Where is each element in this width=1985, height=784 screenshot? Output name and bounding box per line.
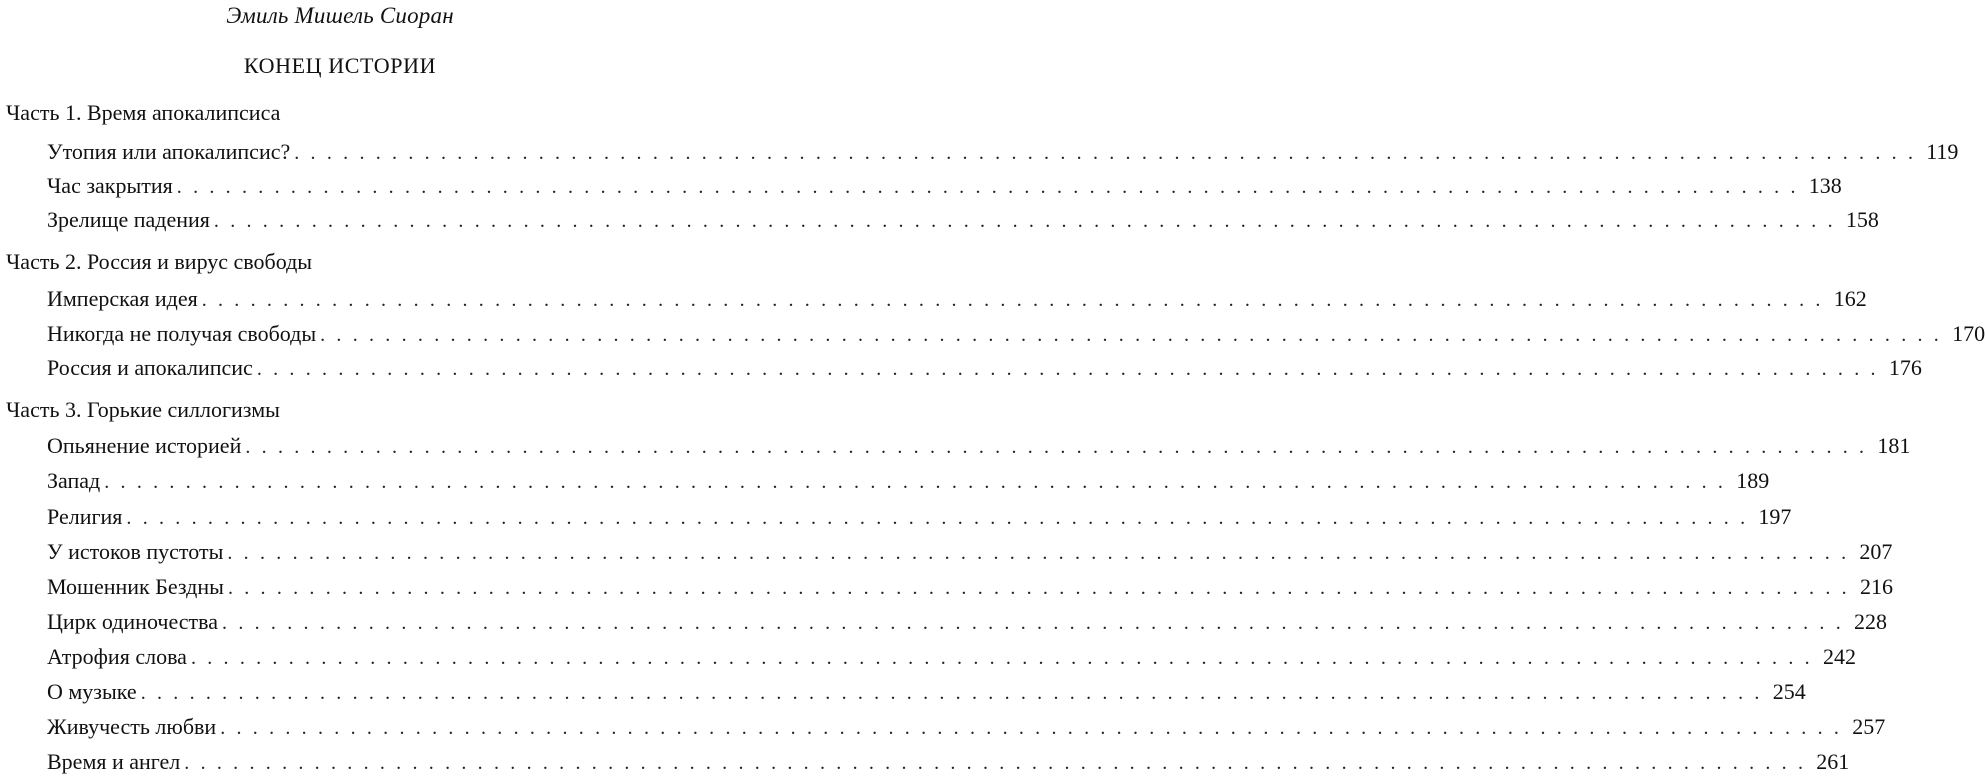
toc-entry-page: 119 [1926,139,1959,164]
toc-entry[interactable] [47,138,1959,167]
toc-entry-page: 197 [1758,504,1792,529]
toc-entry-title: Опьянение историей [47,433,242,458]
toc-entry-page: 181 [1877,433,1911,458]
toc-entry-page: 158 [1845,207,1879,232]
toc-entry-title: Атрофия слова [47,644,187,669]
toc-entry-page: 176 [1888,355,1922,380]
dot-leader: .................................................................................................... [190,647,1821,669]
toc-entry-title: У истоков пустоты [47,539,224,564]
toc-part-1-heading: Часть 1. Время апокалипсиса [6,100,281,125]
toc-entry-title: Время и ангел [47,749,181,774]
dot-leader: .................................................................................................... [227,577,1858,599]
toc-entry-title: Имперская идея [47,286,198,311]
dot-leader: .................................................................................................... [140,682,1771,704]
toc-entry-title: Цирк одиночества [47,609,219,634]
toc-entry-page: 216 [1859,574,1893,599]
dot-leader: .................................................................................................... [104,471,1735,493]
dot-leader: .................................................................................................... [184,752,1815,774]
toc-part-2-heading: Часть 2. Россия и вирус свободы [6,249,313,274]
toc-entry-page: 257 [1852,714,1886,739]
toc-entry[interactable] [47,320,1985,349]
dot-leader: .................................................................................................... [176,176,1807,198]
toc-part-3-heading: Часть 3. Горькие силлогизмы [6,397,280,422]
toc-entry-page: 189 [1736,468,1770,493]
toc-entry-page: 138 [1808,173,1842,198]
toc-entry-title: Религия [47,504,123,529]
dot-leader: .................................................................................................... [294,142,1925,164]
dot-leader: .................................................................................................... [227,542,1858,564]
toc-entry[interactable] [47,538,1893,567]
dot-leader: .................................................................................................... [256,358,1887,380]
toc-entry-page: 207 [1859,539,1893,564]
toc-entry[interactable] [47,713,1886,742]
toc-entry-page: 170 [1952,321,1985,346]
toc-entry-page: 261 [1816,749,1850,774]
toc-entry[interactable] [47,643,1856,672]
book-title: КОНЕЦ ИСТОРИИ [243,53,437,78]
toc-entry[interactable] [47,608,1888,637]
toc-entry-title: О музыке [47,679,137,704]
toc-entry-title: Мошенник Бездны [47,574,224,599]
toc-entry[interactable] [47,678,1806,707]
dot-leader: .................................................................................................... [220,717,1851,739]
author-name: Эмиль Мишель Сиоран [226,3,454,28]
toc-entry-page: 254 [1772,679,1806,704]
toc-entry[interactable] [47,172,1842,201]
toc-entry-page: 162 [1833,286,1867,311]
toc-entry[interactable] [47,467,1770,496]
dot-leader: .................................................................................................... [201,289,1832,311]
toc-entry[interactable] [47,503,1792,532]
toc-entry[interactable] [47,206,1879,235]
toc-entry[interactable] [47,748,1850,777]
toc-entry[interactable] [47,432,1911,461]
toc-entry-title: Россия и апокалипсис [47,355,253,380]
toc-entry-page: 228 [1854,609,1888,634]
toc-entry[interactable] [47,573,1893,602]
toc-entry-page: 242 [1822,644,1856,669]
toc-entry[interactable] [47,285,1867,314]
dot-leader: .................................................................................................... [222,612,1853,634]
toc-entry-title: Утопия или апокалипсис? [47,139,291,164]
dot-leader: .................................................................................................... [245,436,1876,458]
toc-entry-title: Запад [47,468,101,493]
dot-leader: .................................................................................................... [213,210,1844,232]
toc-entry-title: Зрелище падения [47,207,210,232]
dot-leader: .................................................................................................... [320,324,1951,346]
toc-entry-title: Живучесть любви [47,714,217,739]
toc-entry-title: Никогда не получая свободы [47,321,317,346]
dot-leader: .................................................................................................... [126,507,1757,529]
toc-entry-title: Час закрытия [47,173,173,198]
toc-entry[interactable] [47,354,1922,383]
